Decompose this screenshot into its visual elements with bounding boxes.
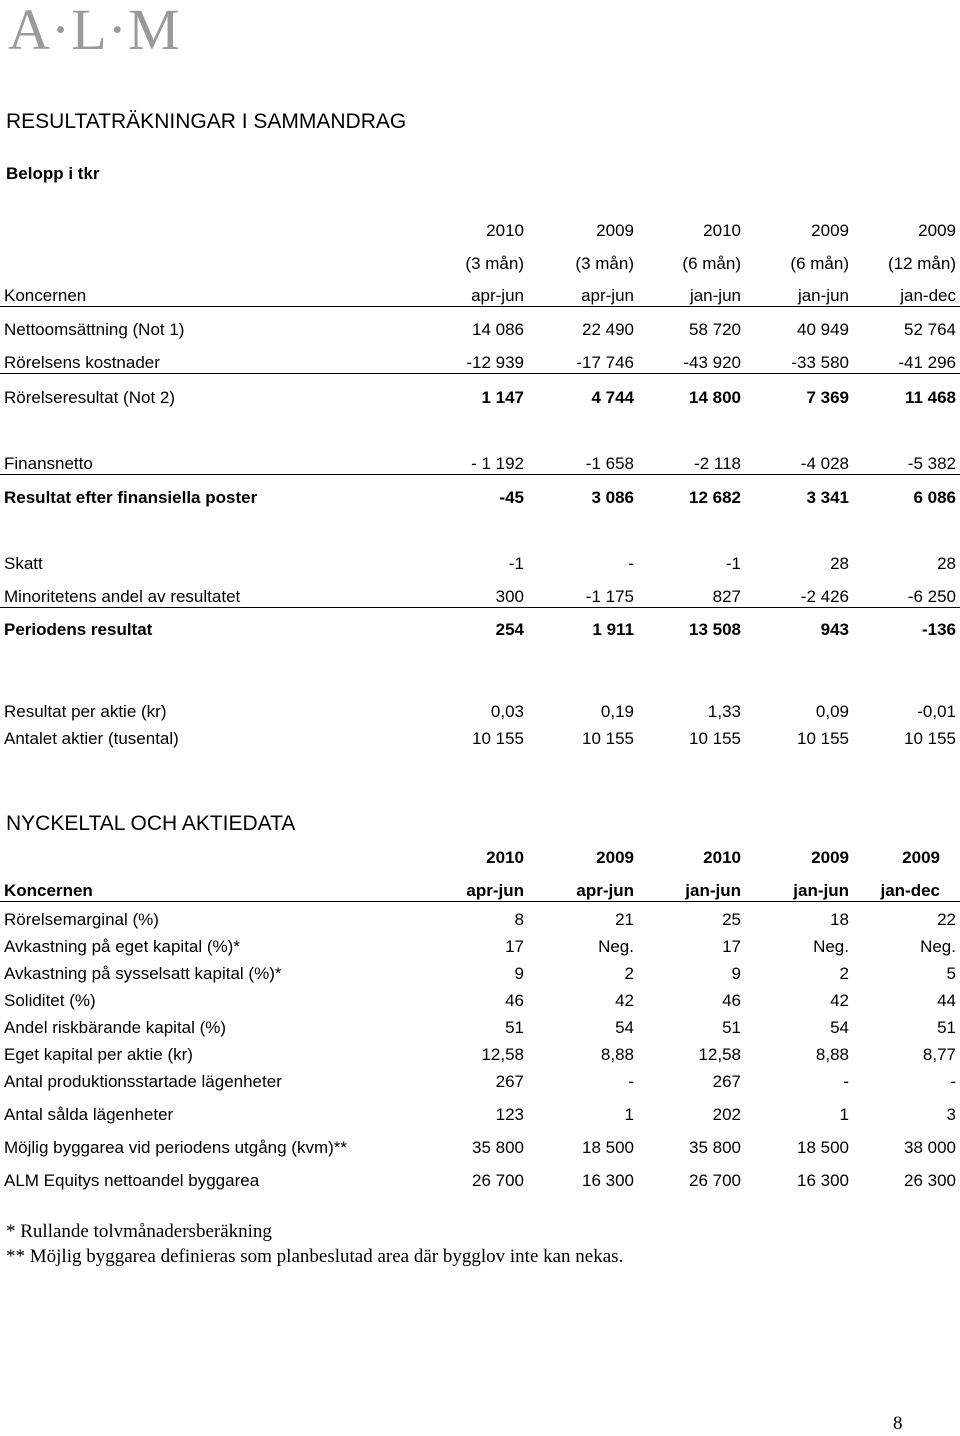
value-cell: 943 (820, 620, 849, 639)
row-label: Nettoomsättning (Not 1) (4, 320, 185, 339)
value-cell: 51 (505, 1018, 524, 1037)
table-row (0, 454, 960, 475)
months-cell: (6 mån) (790, 254, 849, 273)
value-cell: 0,03 (490, 702, 524, 721)
value-cell: 51 (722, 1018, 741, 1037)
value-cell: -43 920 (683, 353, 741, 372)
value-cell: 14 800 (689, 388, 741, 407)
period-cell: apr-jun (466, 881, 524, 900)
value-cell: - (950, 1072, 956, 1091)
value-cell: 16 300 (797, 1171, 849, 1190)
value-cell: 9 (514, 964, 524, 983)
months-header-row (0, 254, 960, 274)
value-cell: 17 (722, 937, 741, 956)
table-row (0, 587, 960, 608)
table-row (0, 488, 960, 508)
value-cell: 46 (505, 991, 524, 1010)
value-cell: 14 086 (472, 320, 524, 339)
value-cell: 28 (937, 554, 956, 573)
value-cell: 26 700 (689, 1171, 741, 1190)
value-cell: 22 (937, 910, 956, 929)
value-cell: 8 (514, 910, 524, 929)
table-row (0, 702, 960, 722)
value-cell: 300 (495, 587, 524, 606)
footnote: * Rullande tolvmånadersberäkning (6, 1221, 272, 1242)
value-cell: 8,88 (815, 1045, 849, 1064)
value-cell: 7 369 (806, 388, 849, 407)
value-cell: -0,01 (917, 702, 956, 721)
value-cell: -41 296 (898, 353, 956, 372)
row-label: Minoritetens andel av resultatet (4, 587, 241, 606)
period-cell: jan-dec (900, 286, 956, 305)
months-cell: (6 mån) (682, 254, 741, 273)
value-cell: 35 800 (472, 1138, 524, 1157)
value-cell: 40 949 (797, 320, 849, 339)
value-cell: 267 (495, 1072, 524, 1091)
unit-label: Belopp i tkr (6, 164, 100, 183)
row-label: Möjlig byggarea vid periodens utgång (kvm)** (4, 1138, 348, 1157)
value-cell: 1,33 (707, 702, 741, 721)
period-cell: jan-jun (689, 286, 741, 305)
value-cell: -4 028 (800, 454, 849, 473)
year-cell: 2010 (486, 221, 524, 240)
value-cell: 0,09 (815, 702, 849, 721)
table-row (0, 1171, 960, 1191)
value-cell: 3 (946, 1105, 956, 1124)
table-row (0, 1105, 960, 1125)
value-cell: 28 (830, 554, 849, 573)
value-cell: Neg. (598, 937, 634, 956)
value-cell: 17 (505, 937, 524, 956)
value-cell: 58 720 (689, 320, 741, 339)
value-cell: 10 155 (472, 729, 524, 748)
value-cell: 12,58 (481, 1045, 524, 1064)
value-cell: -1 658 (585, 454, 634, 473)
row-label: Finansnetto (4, 454, 93, 473)
value-cell: 827 (712, 587, 741, 606)
table-row (0, 620, 960, 640)
row-label: Antalet aktier (tusental) (4, 729, 179, 748)
value-cell: -136 (921, 620, 956, 639)
table-row (0, 1072, 960, 1092)
table-row (0, 320, 960, 340)
row-label: Eget kapital per aktie (kr) (4, 1045, 193, 1064)
value-cell: 6 086 (913, 488, 956, 507)
value-cell: 8,88 (600, 1045, 634, 1064)
value-cell: 52 764 (904, 320, 956, 339)
table-row (0, 991, 960, 1011)
value-cell: 202 (712, 1105, 741, 1124)
value-cell: -1 175 (585, 587, 634, 606)
table-row (0, 1045, 960, 1065)
value-cell: 1 147 (481, 388, 524, 407)
value-cell: 26 300 (904, 1171, 956, 1190)
value-cell: 35 800 (689, 1138, 741, 1157)
value-cell: -1 (725, 554, 741, 573)
value-cell: 254 (495, 620, 524, 639)
value-cell: -5 382 (907, 454, 956, 473)
value-cell: 25 (722, 910, 741, 929)
value-cell: 1 (624, 1105, 634, 1124)
months-cell: (3 mån) (575, 254, 634, 273)
value-cell: -17 746 (576, 353, 634, 372)
year-cell: 2009 (596, 221, 634, 240)
value-cell: 10 155 (582, 729, 634, 748)
value-cell: -12 939 (466, 353, 524, 372)
footnote: ** Möjlig byggarea definieras som planbeslutad area där bygglov inte kan nekas. (6, 1246, 624, 1267)
value-cell: 11 468 (904, 388, 956, 407)
year-cell: 2009 (596, 848, 634, 867)
group-label: Koncernen (4, 881, 93, 900)
value-cell: 12 682 (689, 488, 741, 507)
period-header-row (0, 881, 960, 902)
table-row (0, 1138, 960, 1158)
value-cell: 267 (712, 1072, 741, 1091)
row-label: Resultat per aktie (kr) (4, 702, 167, 721)
value-cell: 44 (937, 991, 956, 1010)
table-row (0, 910, 960, 930)
value-cell: 10 155 (797, 729, 849, 748)
row-label: Avkastning på eget kapital (%)* (4, 937, 240, 956)
value-cell: 123 (495, 1105, 524, 1124)
row-label: Soliditet (%) (4, 991, 96, 1010)
key-figures-title: NYCKELTAL OCH AKTIEDATA (6, 812, 296, 835)
value-cell: 5 (946, 964, 956, 983)
value-cell: 42 (615, 991, 634, 1010)
year-header-row (0, 221, 960, 241)
value-cell: -33 580 (791, 353, 849, 372)
year-header-row (0, 848, 960, 868)
row-label: Periodens resultat (4, 620, 153, 639)
value-cell: Neg. (920, 937, 956, 956)
year-cell: 2009 (902, 848, 940, 867)
value-cell: 3 086 (591, 488, 634, 507)
period-cell: apr-jun (471, 286, 524, 305)
value-cell: 10 155 (689, 729, 741, 748)
table-row (0, 937, 960, 957)
value-cell: - (843, 1072, 849, 1091)
value-cell: 3 341 (806, 488, 849, 507)
months-cell: (12 mån) (887, 254, 956, 273)
value-cell: 42 (830, 991, 849, 1010)
row-label: Avkastning på sysselsatt kapital (%)* (4, 964, 282, 983)
year-cell: 2009 (811, 848, 849, 867)
value-cell: 8,77 (922, 1045, 956, 1064)
value-cell: -2 118 (694, 454, 741, 473)
value-cell: -1 (508, 554, 524, 573)
year-cell: 2009 (811, 221, 849, 240)
value-cell: -6 250 (907, 587, 956, 606)
value-cell: 51 (937, 1018, 956, 1037)
year-cell: 2010 (486, 848, 524, 867)
value-cell: 1 911 (592, 620, 634, 639)
row-label: Andel riskbärande kapital (%) (4, 1018, 227, 1037)
value-cell: 21 (615, 910, 634, 929)
value-cell: 54 (615, 1018, 634, 1037)
value-cell: 18 500 (797, 1138, 849, 1157)
table-row (0, 1018, 960, 1038)
value-cell: 2 (839, 964, 849, 983)
row-label: Antal sålda lägenheter (4, 1105, 174, 1124)
income-statement-title: RESULTATRÄKNINGAR I SAMMANDRAG (6, 110, 407, 133)
period-cell: jan-jun (685, 881, 741, 900)
value-cell: 22 490 (582, 320, 634, 339)
year-cell: 2009 (918, 221, 956, 240)
value-cell: 1 (839, 1105, 849, 1124)
value-cell: - 1 192 (471, 454, 524, 473)
period-cell: jan-jun (793, 881, 849, 900)
value-cell: 54 (830, 1018, 849, 1037)
months-cell: (3 mån) (465, 254, 524, 273)
row-label: Skatt (4, 554, 43, 573)
table-row (0, 353, 960, 374)
value-cell: -2 426 (800, 587, 849, 606)
value-cell: 10 155 (904, 729, 956, 748)
row-label: Rörelsemarginal (%) (4, 910, 159, 929)
value-cell: 46 (722, 991, 741, 1010)
table-row (0, 388, 960, 408)
value-cell: Neg. (813, 937, 849, 956)
value-cell: 12,58 (698, 1045, 741, 1064)
row-label: Rörelsens kostnader (4, 353, 160, 372)
value-cell: 9 (731, 964, 741, 983)
row-label: ALM Equitys nettoandel byggarea (4, 1171, 260, 1190)
value-cell: - (628, 554, 634, 573)
value-cell: 38 000 (904, 1138, 956, 1157)
value-cell: 0,19 (600, 702, 634, 721)
row-label: Antal produktionsstartade lägenheter (4, 1072, 282, 1091)
period-cell: apr-jun (576, 881, 634, 900)
table-row (0, 964, 960, 984)
page-number: 8 (893, 1413, 903, 1434)
value-cell: -45 (499, 488, 524, 507)
company-logo: A·L·M (8, 0, 181, 62)
group-label: Koncernen (4, 286, 87, 305)
row-label: Rörelseresultat (Not 2) (4, 388, 176, 407)
row-label: Resultat efter finansiella poster (4, 488, 258, 507)
value-cell: 26 700 (472, 1171, 524, 1190)
year-cell: 2010 (703, 848, 741, 867)
value-cell: 4 744 (591, 388, 634, 407)
value-cell: - (628, 1072, 634, 1091)
table-row (0, 729, 960, 749)
value-cell: 2 (624, 964, 634, 983)
value-cell: 13 508 (689, 620, 741, 639)
period-cell: apr-jun (581, 286, 634, 305)
value-cell: 18 500 (582, 1138, 634, 1157)
table-row (0, 554, 960, 574)
year-cell: 2010 (703, 221, 741, 240)
period-cell: jan-dec (880, 881, 940, 900)
value-cell: 18 (830, 910, 849, 929)
period-cell: jan-jun (797, 286, 849, 305)
period-header-row (0, 286, 960, 307)
value-cell: 16 300 (582, 1171, 634, 1190)
